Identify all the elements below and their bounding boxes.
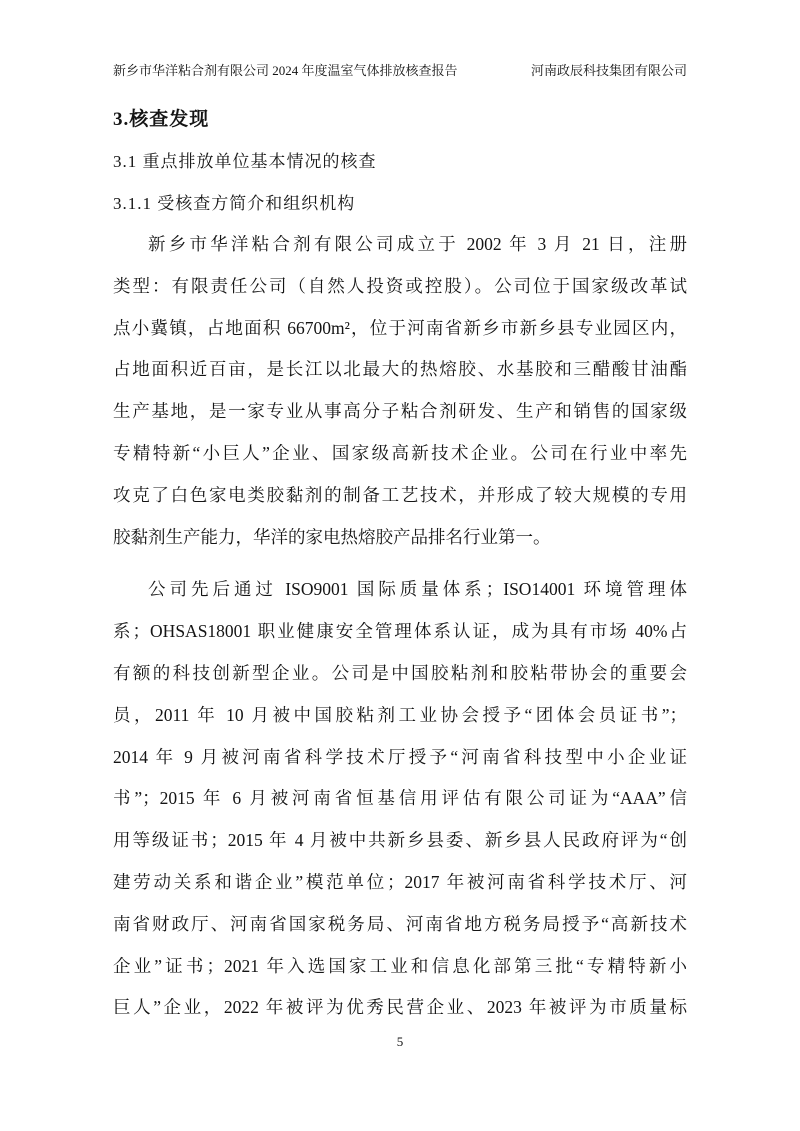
- paragraph-line: 企业”证书；2021 年入选国家工业和信息化部第三批“专精特新小: [113, 955, 687, 976]
- subsection-heading: 3.1 重点排放单位基本情况的核查: [113, 152, 377, 171]
- paragraph-line: 员，2011 年 10 月被中国胶粘剂工业协会授予“团体会员证书”；: [113, 704, 687, 725]
- paragraph-line: 专精特新“小巨人”企业、国家级高新技术企业。公司在行业中率先: [113, 442, 687, 463]
- paragraph-certifications: [113, 569, 687, 1029]
- header-report-title: 新乡市华洋粘合剂有限公司 2024 年度温室气体排放核查报告: [113, 63, 458, 78]
- paragraph-line: 南省财政厅、河南省国家税务局、河南省地方税务局授予“高新技术: [113, 913, 687, 934]
- subsubsection-heading: 3.1.1 受核查方简介和组织机构: [113, 194, 356, 213]
- paragraph-line: 点小冀镇，占地面积 66700m²，位于河南省新乡市新乡县专业园区内，: [113, 317, 687, 338]
- paragraph-line: 用等级证书；2015 年 4 月被中共新乡县委、新乡县人民政府评为“创: [113, 830, 687, 851]
- paragraph-line: 生产基地，是一家专业从事高分子粘合剂研发、生产和销售的国家级: [113, 401, 687, 422]
- section-heading: 3.核查发现: [113, 109, 210, 130]
- paragraph-line: 类型：有限责任公司（自然人投资或控股）。公司位于国家级改革试: [113, 275, 687, 296]
- page-content: [113, 100, 687, 1029]
- paragraph-line: 有额的科技创新型企业。公司是中国胶粘剂和胶粘带协会的重要会: [113, 662, 687, 683]
- paragraph-line: 巨人”企业，2022 年被评为优秀民营企业、2023 年被评为市质量标: [113, 997, 687, 1018]
- paragraph-line: 占地面积近百亩，是长江以北最大的热熔胶、水基胶和三醋酸甘油酯: [113, 359, 687, 380]
- page-footer: [0, 1033, 800, 1051]
- paragraph-line: 新乡市华洋粘合剂有限公司成立于 2002 年 3 月 21 日，注册: [148, 234, 687, 254]
- paragraph-line: 2014 年 9 月被河南省科学技术厅授予“河南省科技型中小企业证: [113, 746, 687, 767]
- paragraph-line: 攻克了白色家电类胶黏剂的制备工艺技术，并形成了较大规模的专用: [113, 484, 687, 505]
- paragraph-line: 书”；2015 年 6 月被河南省恒基信用评估有限公司证为“AAA”信: [113, 788, 687, 809]
- page-number: 5: [396, 1034, 404, 1049]
- page-header: [113, 62, 687, 80]
- paragraph-company-intro: [113, 224, 687, 558]
- paragraph-line: 胶黏剂生产能力，华洋的家电热熔胶产品排名行业第一。: [113, 526, 551, 547]
- paragraph-line: 系；OHSAS18001 职业健康安全管理体系认证，成为具有市场 40%占: [113, 621, 687, 642]
- paragraph-line: 公司先后通过 ISO9001 国际质量体系；ISO14001 环境管理体: [148, 579, 687, 600]
- header-company-name: 河南政辰科技集团有限公司: [530, 63, 687, 78]
- paragraph-line: 建劳动关系和谐企业”模范单位；2017 年被河南省科学技术厅、河: [113, 871, 687, 892]
